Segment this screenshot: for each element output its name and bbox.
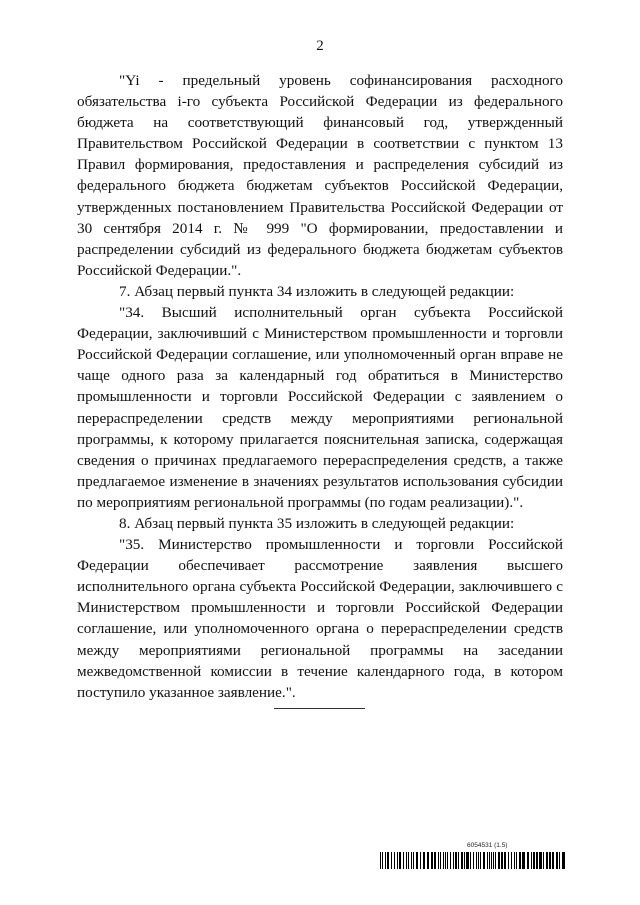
barcode-bar [527, 852, 529, 869]
barcode-bar [501, 852, 503, 869]
barcode-bar [531, 852, 532, 869]
barcode-bar [478, 852, 479, 869]
barcode-bar [514, 852, 515, 869]
barcode-bar [495, 852, 496, 869]
barcode-bar [387, 852, 389, 869]
barcode-bar [559, 852, 560, 869]
barcode-bar [508, 852, 509, 869]
barcode-bar [491, 852, 492, 869]
barcode-bar [493, 852, 494, 869]
barcode-bar [543, 852, 544, 869]
barcode-bar [473, 852, 474, 869]
barcode-bar [423, 852, 425, 869]
barcode-bar [464, 852, 465, 869]
barcode-bar [536, 852, 538, 869]
barcode-bar [420, 852, 421, 869]
barcode-bar [445, 852, 446, 869]
barcode-bar [480, 852, 481, 869]
barcode-bar [440, 852, 441, 869]
barcode-bar [562, 852, 565, 869]
barcode-bar [511, 852, 512, 869]
barcode-bar [483, 852, 485, 869]
barcode-bar [487, 852, 488, 869]
barcode-bar [399, 852, 401, 869]
barcode-bar [397, 852, 398, 869]
barcode-bar [427, 852, 429, 869]
barcode-bar [476, 852, 477, 869]
barcode-bar [546, 852, 548, 869]
barcode-bar [380, 852, 381, 869]
barcode-bar [403, 852, 404, 869]
paragraph-point-34: "34. Высший исполнительный орган субъекта Российской Федерации, заключивший с Министерством промышленности и торговли Российской Федерации соглашение, или уполномоченный орган вправе не чаще одного раза за календарный год обратиться в Министерство промышленности и торговли Российской Федерации с заявлением о перераспределении средств между мероприятиями региональной программы, к которому прилагается пояснительная записка, содержащая сведения о причинах предлагаемого перераспределения средств, а также предлагаемое изменение в значениях результатов использования субсидии по мероприятиям региональной программы (по годам реализации).". [77, 304, 563, 511]
barcode-bar [498, 852, 500, 869]
barcode-bar [434, 852, 436, 869]
document-body [77, 70, 563, 703]
barcode-bar [522, 852, 525, 869]
barcode-bar [470, 852, 471, 869]
barcode-bar [413, 852, 414, 869]
page-number: 2 [316, 38, 324, 54]
barcode-bar [382, 852, 383, 869]
barcode [380, 852, 565, 869]
barcode-bar [408, 852, 409, 869]
barcode-bar [450, 852, 451, 869]
barcode-bar [489, 852, 490, 869]
barcode-bar [416, 852, 418, 869]
barcode-bar [516, 852, 517, 869]
barcode-bar [461, 852, 463, 869]
barcode-bar [443, 852, 444, 869]
paragraph-item-7: 7. Абзац первый пункта 34 изложить в следующей редакции: [119, 282, 515, 300]
barcode-bar [455, 852, 457, 869]
barcode-bar [539, 852, 542, 869]
barcode-bar [411, 852, 412, 869]
paragraph-point-35: "35. Министерство промышленности и торговли Российской Федерации обеспечивает рассмотрение заявления высшего исполнительного органа субъекта Российской Федерации, заключившего с Министерством промышленности и торговли Российской Федерации соглашение, или уполномоченного органа о перераспределении средств между мероприятиями региональной программы на заседании межведомственной комиссии в течение календарного года, в котором поступило указанное заявление.". [77, 536, 563, 701]
barcode-bar [431, 852, 433, 869]
barcode-bar [385, 852, 386, 869]
barcode-bar [466, 852, 469, 869]
barcode-bar [519, 852, 521, 869]
barcode-bar [438, 852, 439, 869]
barcode-bar [394, 852, 395, 869]
barcode-bar [552, 852, 554, 869]
barcode-bar [458, 852, 459, 869]
closing-divider-line [274, 708, 365, 709]
document-code: 6054531 (1.5) [467, 842, 508, 849]
barcode-bar [549, 852, 551, 869]
barcode-bar [556, 852, 558, 869]
barcode-bar [447, 852, 448, 869]
barcode-bar [391, 852, 392, 869]
paragraph-yi-definition: "Yi - предельный уровень софинансирования расходного обязательства i-го субъекта Российской Федерации из федерального бюджета на соответствующий финансовый год, утвержденный Правительством Российской Федерации в соответствии с пунктом 13 Правил формирования, предоставления и распределения субсидий из федерального бюджета бюджетам субъектов Российской Федерации, утвержденных постановлением Правительства Российской Федерации от 30 сентября 2014 г. № 999 "О формировании, предоставлении и распределении субсидий из федерального бюджета бюджетам субъектов Российской Федерации.". [77, 72, 563, 279]
paragraph-item-8: 8. Абзац первый пункта 35 изложить в следующей редакции: [119, 514, 515, 532]
barcode-bar [533, 852, 535, 869]
barcode-bar [504, 852, 506, 869]
barcode-bar [453, 852, 454, 869]
barcode-bar [406, 852, 407, 869]
